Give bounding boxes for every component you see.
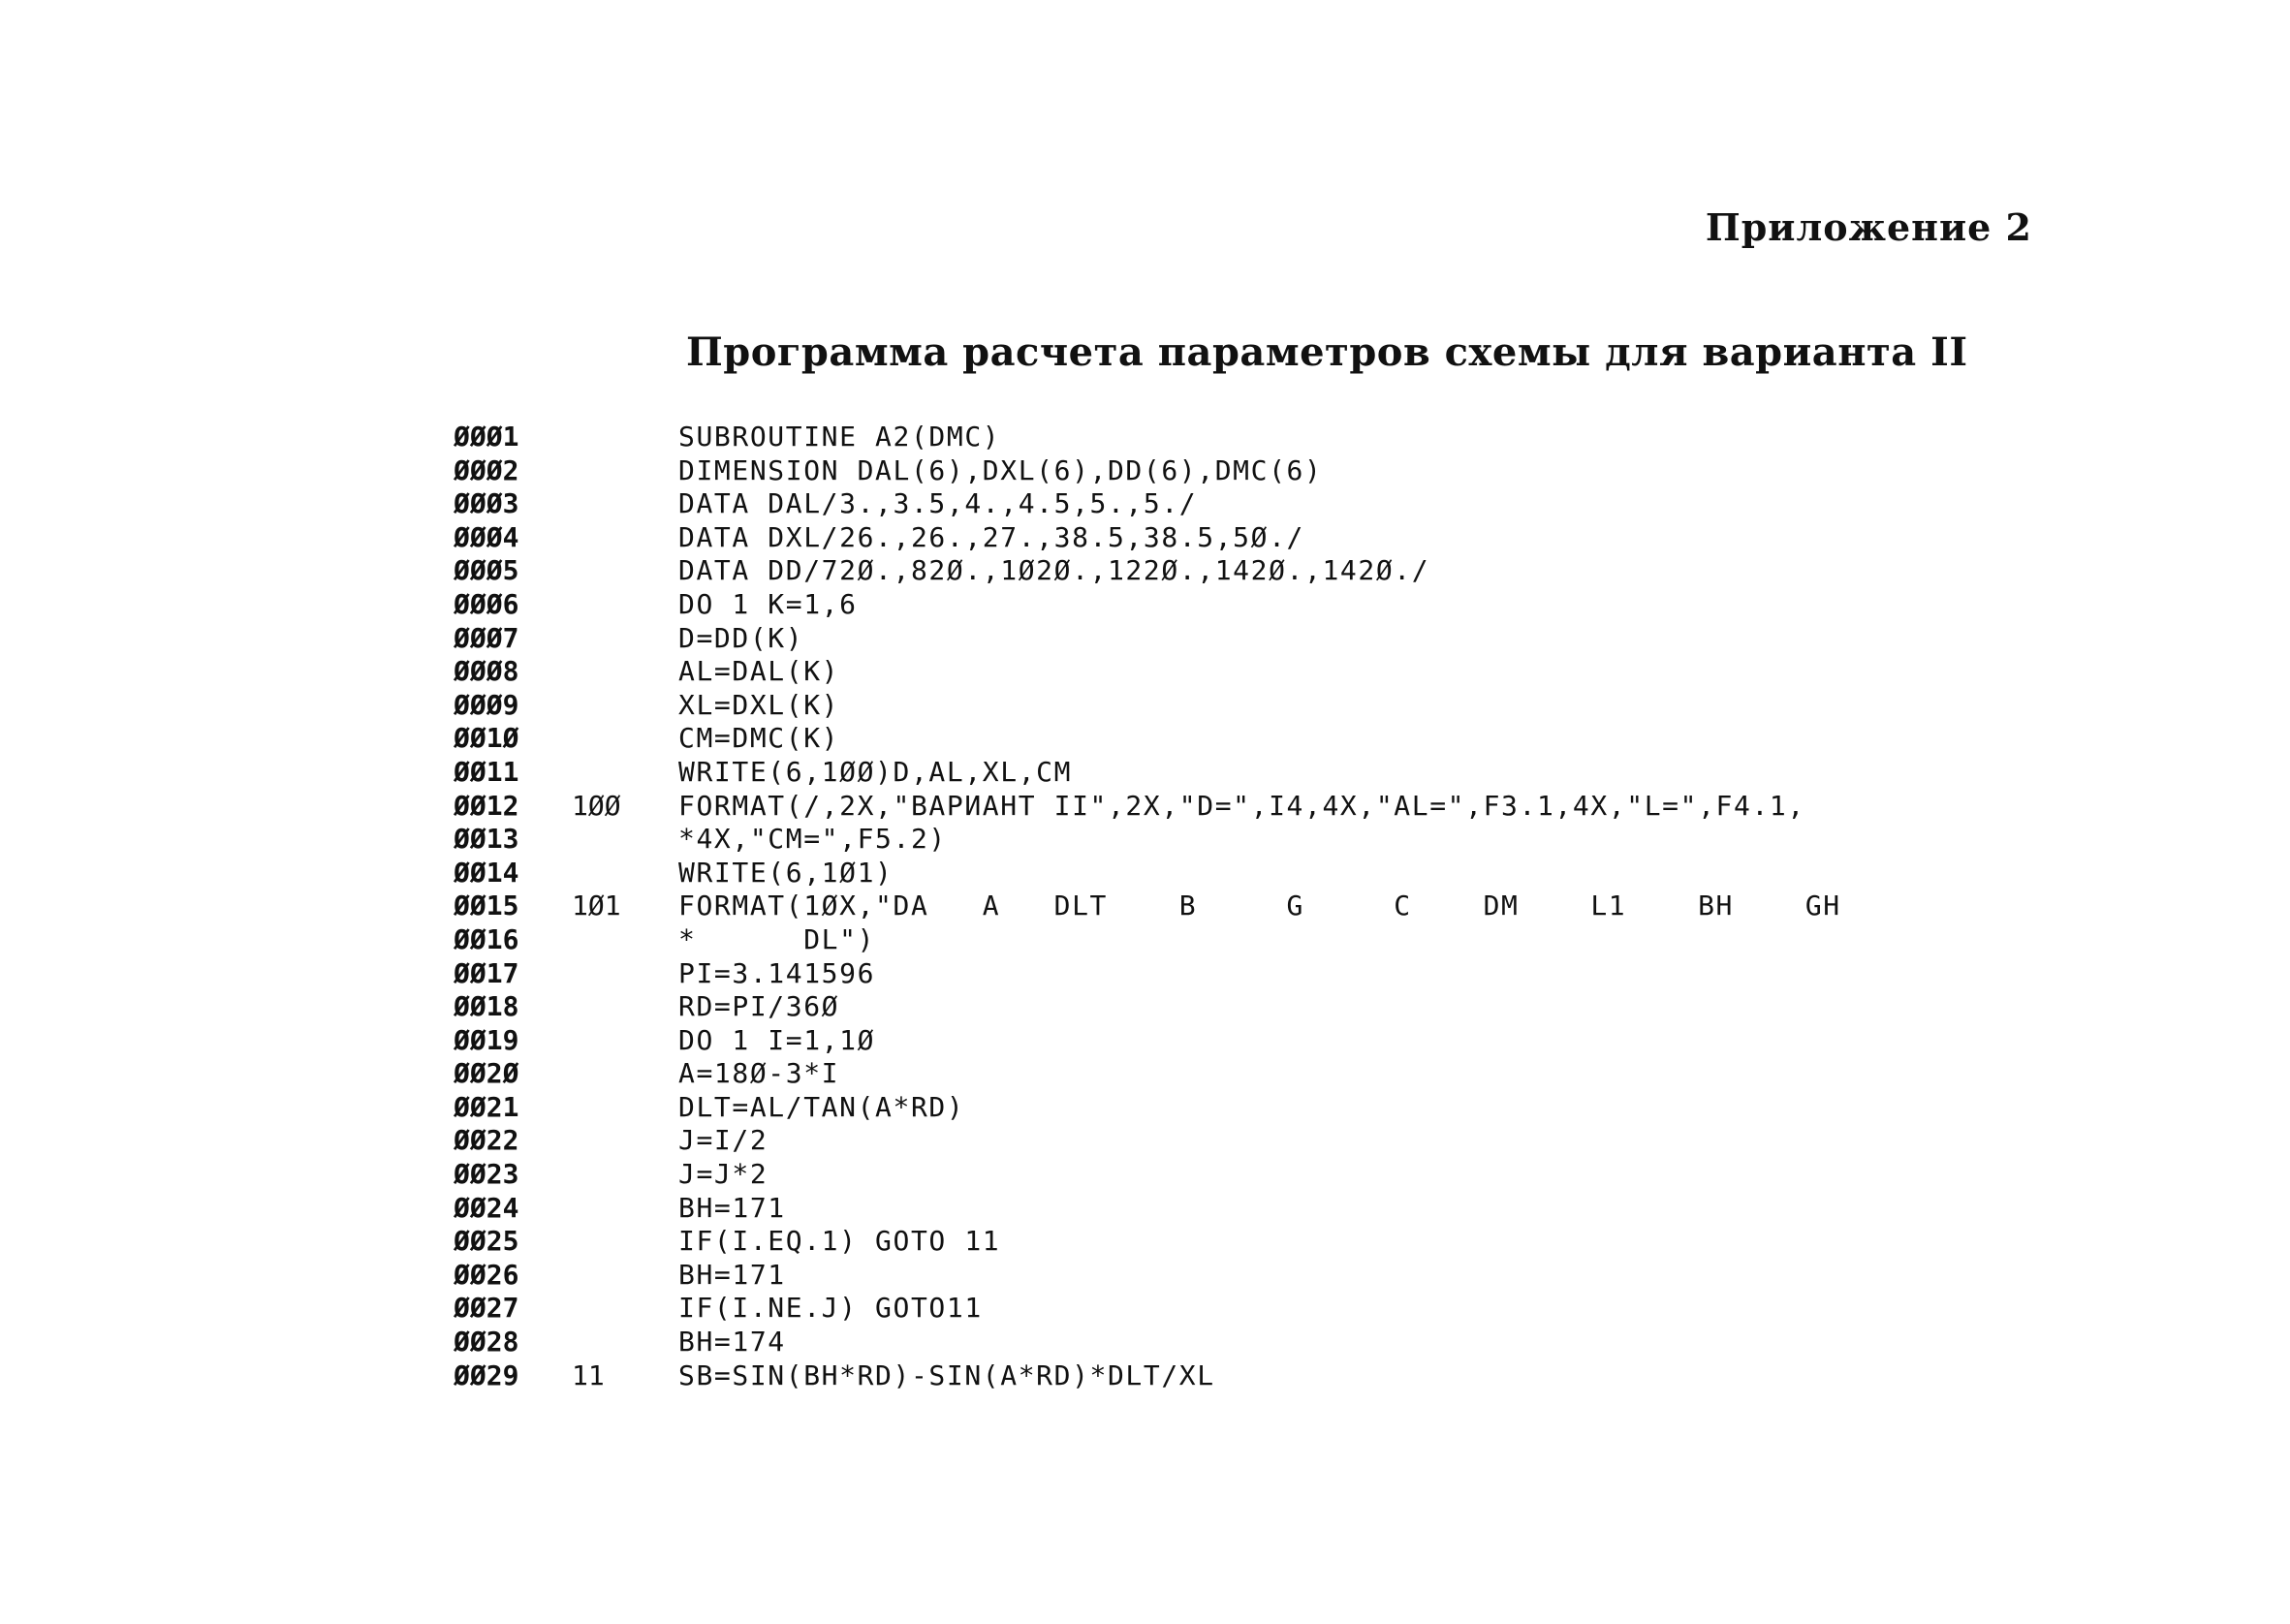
line-number: ØØ17	[454, 956, 519, 989]
line-number: ØØ13	[454, 823, 519, 856]
code-line	[454, 1359, 2023, 1393]
code-line	[454, 554, 2023, 588]
line-number: ØØ18	[454, 990, 519, 1023]
code-text: DO 1 I=1,1Ø	[678, 1023, 876, 1056]
code-line	[454, 1192, 2023, 1226]
line-number: ØØ29	[454, 1359, 519, 1391]
statement-label	[572, 1024, 678, 1058]
statement-label	[572, 990, 678, 1024]
statement-label	[572, 1158, 678, 1192]
code-line	[454, 722, 2023, 756]
line-number: ØØ14	[454, 856, 519, 889]
statement-label	[572, 1124, 678, 1158]
statement-label	[572, 454, 678, 488]
code-line	[454, 756, 2023, 790]
code-text: SB=SIN(BH*RD)-SIN(A*RD)*DLT/XL	[678, 1359, 1215, 1391]
program-listing	[454, 421, 2023, 1392]
code-text: *4X,"CM=",F5.2)	[678, 823, 947, 856]
statement-label	[572, 823, 678, 857]
line-number: ØØ27	[454, 1292, 519, 1325]
code-text: IF(I.EQ.1) GOTO 11	[678, 1225, 1001, 1258]
line-number: ØØØ8	[454, 655, 519, 688]
code-line	[454, 1024, 2023, 1058]
statement-label: 1Ø1	[572, 890, 621, 922]
line-number: ØØØ7	[454, 621, 519, 654]
code-text: DIMENSION DAL(6),DXL(6),DD(6),DMC(6)	[678, 453, 1323, 486]
code-text: BH=174	[678, 1326, 786, 1359]
code-text: AL=DAL(K)	[678, 655, 840, 688]
code-text: WRITE(6,1Ø1)	[678, 856, 894, 889]
line-number: ØØØ5	[454, 554, 519, 587]
code-line	[454, 588, 2023, 622]
line-number: ØØ21	[454, 1090, 519, 1123]
statement-label	[572, 689, 678, 723]
line-number: ØØ25	[454, 1225, 519, 1258]
line-number: ØØ2Ø	[454, 1057, 519, 1090]
code-text: DATA DD/72Ø.,82Ø.,1Ø2Ø.,122Ø.,142Ø.,142Ø./	[678, 554, 1430, 587]
statement-label	[572, 722, 678, 756]
code-text: BH=171	[678, 1258, 786, 1291]
code-text: XL=DXL(K)	[678, 688, 840, 721]
statement-label	[572, 655, 678, 689]
code-line	[454, 655, 2023, 689]
statement-label	[572, 1292, 678, 1326]
statement-label	[572, 1091, 678, 1125]
appendix-label: Приложение 2	[1705, 205, 2032, 249]
statement-label	[572, 923, 678, 957]
code-line	[454, 689, 2023, 723]
line-number: ØØ1Ø	[454, 722, 519, 755]
code-text: DO 1 K=1,6	[678, 587, 858, 620]
statement-label	[572, 1259, 678, 1293]
line-number: ØØØ1	[454, 421, 519, 453]
code-line	[454, 1259, 2023, 1293]
code-text: IF(I.NE.J) GOTO11	[678, 1292, 983, 1325]
line-number: ØØ24	[454, 1191, 519, 1224]
line-number: ØØ28	[454, 1326, 519, 1359]
code-text: A=18Ø-3*I	[678, 1057, 840, 1090]
statement-label	[572, 588, 678, 622]
line-number: ØØØ2	[454, 453, 519, 486]
line-number: ØØ12	[454, 789, 519, 822]
line-number: ØØ19	[454, 1023, 519, 1056]
code-text: DATA DAL/3.,3.5,4.,4.5,5.,5./	[678, 487, 1198, 520]
code-text: J=J*2	[678, 1158, 769, 1191]
code-line	[454, 1124, 2023, 1158]
statement-label	[572, 521, 678, 555]
code-line	[454, 622, 2023, 656]
code-text: WRITE(6,1ØØ)D,AL,XL,CM	[678, 755, 1073, 788]
line-number: ØØ26	[454, 1258, 519, 1291]
code-text: DLT=AL/TAN(A*RD)	[678, 1090, 965, 1123]
statement-label	[572, 857, 678, 890]
line-number: ØØ15	[454, 890, 519, 922]
line-number: ØØØ3	[454, 487, 519, 520]
code-line	[454, 1091, 2023, 1125]
code-line	[454, 990, 2023, 1024]
code-text: RD=PI/36Ø	[678, 990, 840, 1023]
line-number: ØØØ9	[454, 688, 519, 721]
statement-label	[572, 421, 678, 454]
line-number: ØØØ4	[454, 520, 519, 553]
statement-label	[572, 622, 678, 656]
code-line	[454, 823, 2023, 857]
code-text: SUBROUTINE A2(DMC)	[678, 421, 1001, 453]
code-text: PI=3.141596	[678, 956, 876, 989]
code-line	[454, 521, 2023, 555]
code-text: CM=DMC(K)	[678, 722, 840, 755]
code-line	[454, 1225, 2023, 1259]
page-title: Программа расчета параметров схемы для варианта II	[686, 329, 1968, 375]
code-line	[454, 857, 2023, 890]
statement-label	[572, 756, 678, 790]
statement-label: 11	[572, 1359, 605, 1391]
statement-label	[572, 1326, 678, 1359]
code-text: D=DD(K)	[678, 621, 804, 654]
code-line	[454, 1292, 2023, 1326]
code-line	[454, 923, 2023, 957]
code-text: * DL")	[678, 922, 876, 955]
statement-label	[572, 554, 678, 588]
code-text: J=I/2	[678, 1124, 769, 1157]
line-number: ØØ23	[454, 1158, 519, 1191]
code-text: DATA DXL/26.,26.,27.,38.5,38.5,5Ø./	[678, 520, 1305, 553]
code-line	[454, 790, 2023, 824]
code-text: FORMAT(1ØX,"DA A DLT B G C DM L1 BH GH	[678, 890, 1841, 922]
code-text: BH=171	[678, 1191, 786, 1224]
code-line	[454, 1326, 2023, 1359]
code-line	[454, 957, 2023, 991]
code-line	[454, 454, 2023, 488]
statement-label	[572, 487, 678, 521]
line-number: ØØ16	[454, 922, 519, 955]
line-number: ØØ11	[454, 755, 519, 788]
code-line	[454, 421, 2023, 454]
code-line	[454, 890, 2023, 923]
statement-label	[572, 1057, 678, 1091]
statement-label	[572, 957, 678, 991]
code-line	[454, 487, 2023, 521]
statement-label	[572, 1225, 678, 1259]
line-number: ØØ22	[454, 1124, 519, 1157]
line-number: ØØØ6	[454, 587, 519, 620]
code-line	[454, 1158, 2023, 1192]
code-text: FORMAT(/,2X,"ВАРИАНТ II",2X,"D=",I4,4X,"AL=",F3.1,4X,"L=",F4.1,	[678, 789, 1805, 822]
statement-label	[572, 1192, 678, 1226]
statement-label: 1ØØ	[572, 789, 621, 822]
code-line	[454, 1057, 2023, 1091]
